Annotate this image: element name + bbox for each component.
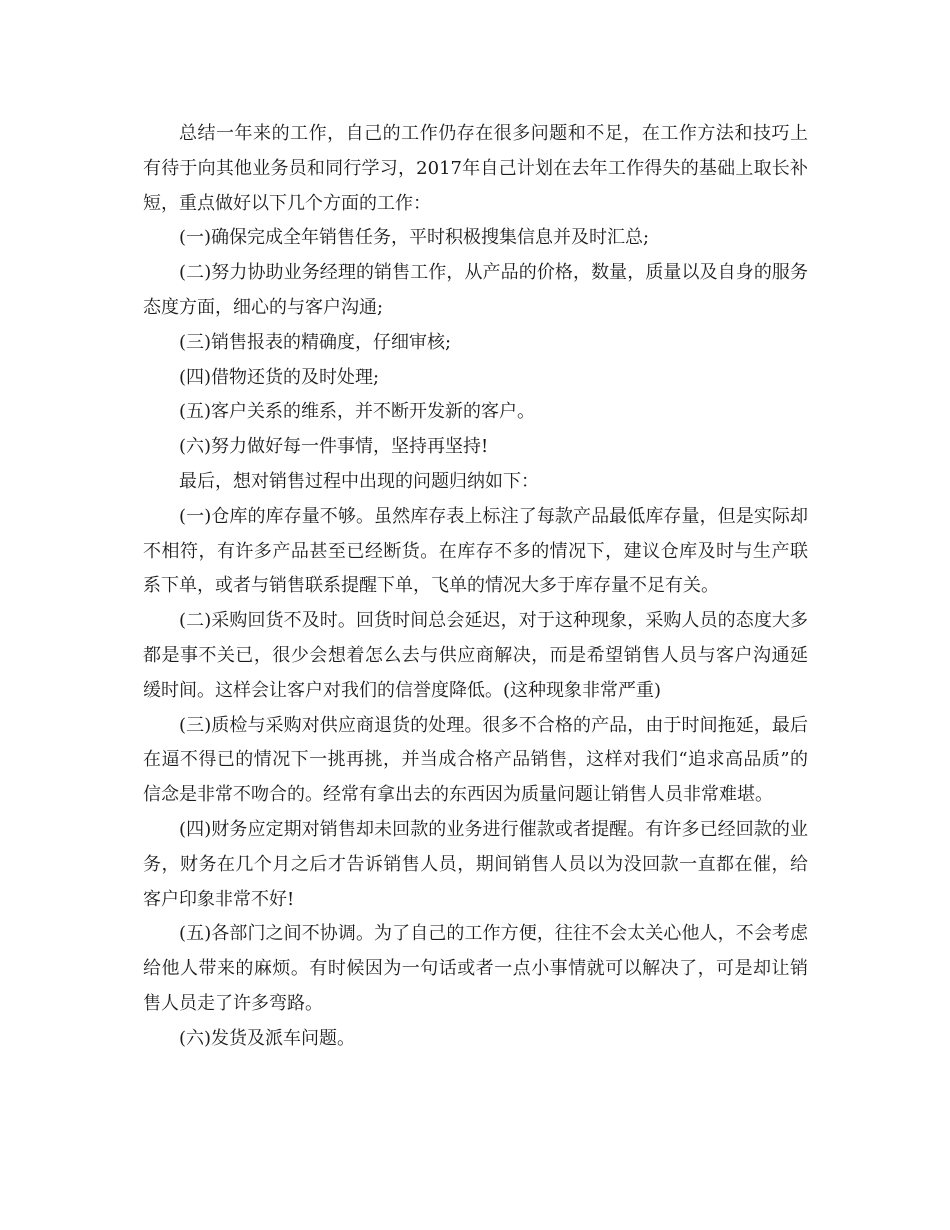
plan-item-4: (四)借物还货的及时处理; <box>179 366 380 388</box>
problem-item-5: (五)各部门之间不协调。为了自己的工作方便，往往不会太关心他人，不会考虑给他人带来的麻烦。有时候因为一句话或者一点小事情就可以解决了，可是却让销售人员走了许多弯路。 <box>143 923 808 1014</box>
problem-item-1: (一)仓库的库存量不够。虽然库存表上标注了每款产品最低库存量，但是实际却不相符，有许多产品甚至已经断货。在库存不多的情况下，建议仓库及时与生产联系下单，或者与销售联系提醒下单，飞单的情况大多于库存量不足有关。 <box>143 505 808 597</box>
intro-paragraph: 总结一年来的工作，自己的工作仍存在很多问题和不足，在工作方法和技巧上有待于向其他业务员和同行学习，2017年自己计划在去年工作得失的基础上取长补短，重点做好以下几个方面的工作： <box>143 123 808 214</box>
plan-item-5: (五)客户关系的维系，并不断开发新的客户。 <box>179 401 536 423</box>
problem-item-4: (四)财务应定期对销售却未回款的业务进行催款或者提醒。有许多已经回款的业务，财务在几个月之后才告诉销售人员，期间销售人员以为没回款一直都在催，给客户印象非常不好! <box>143 818 808 910</box>
problem-item-3: (三)质检与采购对供应商退货的处理。很多不合格的产品，由于时间拖延，最后在逼不得已的情况下一挑再挑，并当成合格产品销售，这样对我们“追求高品质”的信念是非常不吻合的。经常有拿出去的东西因为质量问题让销售人员非常难堪。 <box>143 714 808 806</box>
problem-item-6: (六)发货及派车问题。 <box>179 1027 356 1049</box>
plan-item-1: (一)确保完成全年销售任务，平时积极搜集信息并及时汇总; <box>179 227 650 249</box>
problems-intro-paragraph: 最后，想对销售过程中出现的问题归纳如下： <box>179 470 539 492</box>
problem-item-2: (二)采购回货不及时。回货时间总会延迟，对于这种现象，采购人员的态度大多都是事不关已，很少会想着怎么去与供应商解决，而是希望销售人员与客户沟通延缓时间。这样会让客户对我们的信誉度降低。(这种现象非常严重) <box>143 610 808 701</box>
plan-item-2: (二)努力协助业务经理的销售工作，从产品的价格，数量，质量以及自身的服务态度方面，细心的与客户沟通; <box>143 262 808 318</box>
plan-item-6: (六)努力做好每一件事情，坚持再坚持! <box>179 436 489 458</box>
plan-item-3: (三)销售报表的精确度，仔细审核; <box>179 331 452 353</box>
document-page <box>143 117 808 1057</box>
